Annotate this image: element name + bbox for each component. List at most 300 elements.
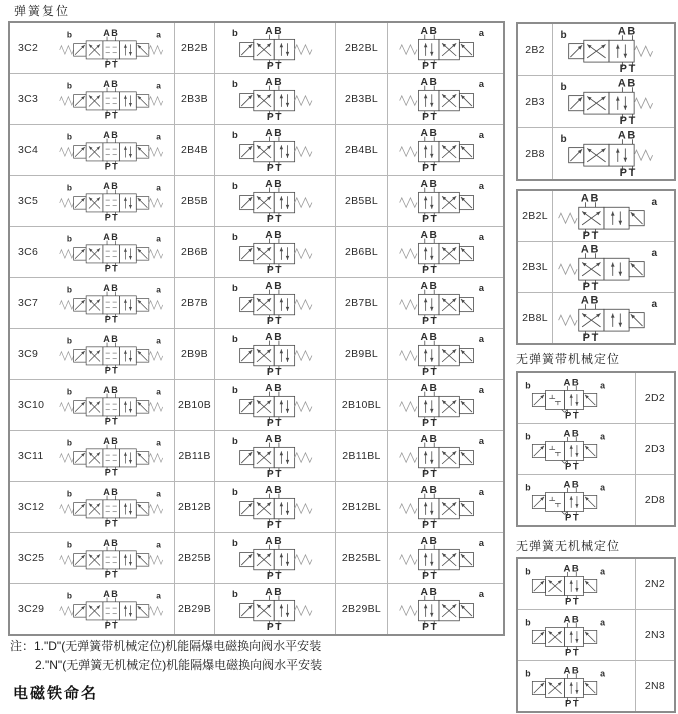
valve-symbol-2bbl (398, 179, 494, 223)
svg-text:AB: AB (420, 485, 438, 496)
valve-code-cell (635, 559, 674, 609)
svg-text:b: b (524, 565, 531, 576)
valve-code-cell (336, 23, 388, 73)
valve-symbol-2bl (556, 244, 672, 291)
svg-text:PT: PT (619, 115, 637, 125)
valve-code-cell (175, 584, 215, 634)
valve-code-cell (175, 125, 215, 175)
table-row (10, 329, 503, 380)
valve-code-cell (336, 227, 388, 277)
valve-code: 3C9 (18, 348, 39, 360)
svg-text:PT: PT (104, 568, 120, 578)
valve-code-cell (518, 76, 553, 127)
valve-cell-3c (10, 584, 175, 634)
svg-text:a: a (156, 334, 161, 345)
valve-symbol-2bl (556, 193, 672, 240)
valve-code: 2B3 (525, 95, 545, 108)
svg-text:AB: AB (420, 587, 438, 598)
solenoid-naming-heading: 电磁铁命名 (13, 685, 99, 702)
svg-text:AB: AB (617, 26, 637, 38)
svg-text:a: a (156, 28, 161, 39)
valve-symbol-cell (518, 661, 635, 711)
valve-symbol-cell (388, 431, 503, 481)
valve-symbol-cell (518, 610, 635, 660)
valve-symbol-2bbl (398, 434, 494, 478)
valve-symbol-2b (556, 26, 672, 73)
table-row (10, 278, 503, 329)
svg-text:b: b (232, 231, 238, 243)
svg-text:AB: AB (420, 536, 438, 547)
valve-code: 3C29 (18, 603, 45, 615)
svg-text:AB: AB (420, 230, 438, 241)
valve-symbol-3c (58, 131, 170, 170)
note-line-1: 注：1."D"(无弹簧带机械定位)机能隔爆电磁换向阀水平安装 (10, 639, 322, 653)
svg-text:AB: AB (617, 78, 637, 90)
valve-symbol-cell (388, 227, 503, 277)
svg-text:b: b (232, 588, 238, 600)
svg-text:AB: AB (103, 385, 120, 395)
valve-code-cell (635, 610, 674, 660)
svg-text:PT: PT (421, 469, 438, 478)
valve-symbol-2bb (227, 383, 323, 427)
valve-code: 2B8L (522, 312, 548, 324)
valve-symbol-cell (388, 584, 503, 634)
valve-code: 2B25BL (341, 552, 382, 564)
svg-text:a: a (599, 430, 605, 441)
svg-text:AB: AB (617, 130, 637, 142)
svg-text:AB: AB (103, 436, 120, 446)
valve-code: 2N3 (644, 629, 666, 641)
svg-text:AB: AB (420, 77, 438, 88)
svg-text:PT: PT (266, 163, 284, 172)
valve-symbol-cell (518, 424, 635, 474)
svg-text:PT: PT (564, 646, 580, 656)
svg-text:PT: PT (104, 313, 120, 323)
valve-code: 3C10 (18, 399, 45, 411)
svg-text:AB: AB (563, 377, 580, 388)
installation-notes (10, 637, 322, 675)
svg-text:AB: AB (563, 428, 580, 439)
table-row (518, 242, 674, 293)
svg-text:AB: AB (265, 281, 284, 292)
valve-symbol-cell (518, 475, 635, 525)
svg-text:b: b (66, 28, 72, 39)
svg-text:AB: AB (420, 179, 438, 190)
svg-text:a: a (156, 589, 161, 600)
valve-symbol-3c (58, 335, 170, 374)
svg-text:AB: AB (563, 563, 580, 574)
svg-text:b: b (66, 538, 72, 549)
valve-code: 2B3BL (344, 93, 379, 105)
valve-code-cell (175, 227, 215, 277)
svg-text:a: a (156, 79, 161, 90)
valve-symbol-3c (58, 284, 170, 323)
svg-text:AB: AB (265, 434, 284, 445)
svg-text:PT: PT (104, 517, 120, 527)
svg-text:AB: AB (420, 26, 438, 37)
valve-symbol-cell (215, 533, 336, 583)
svg-text:a: a (478, 231, 484, 243)
svg-text:PT: PT (421, 214, 438, 223)
valve-code: 2B7B (181, 297, 208, 309)
svg-text:AB: AB (103, 334, 120, 344)
valve-code-cell (518, 242, 553, 292)
svg-text:PT: PT (266, 265, 284, 274)
page-title: 弹簧复位 (14, 4, 71, 18)
svg-text:AB: AB (103, 232, 120, 242)
valve-code: 2B10B (177, 399, 212, 411)
svg-text:PT: PT (421, 622, 438, 631)
svg-text:b: b (524, 430, 531, 441)
svg-text:PT: PT (104, 109, 120, 119)
svg-text:PT: PT (104, 58, 120, 68)
valve-code-cell (336, 482, 388, 532)
valve-symbol-3c (58, 488, 170, 527)
svg-text:a: a (156, 181, 161, 192)
valve-cell-3c (10, 176, 175, 226)
valve-symbol-cell (215, 278, 336, 328)
valve-code-cell (175, 533, 215, 583)
svg-text:AB: AB (103, 28, 120, 38)
valve-symbol-2bb (227, 434, 323, 478)
svg-text:b: b (232, 486, 238, 498)
valve-symbol-2bbl (398, 230, 494, 274)
svg-text:AB: AB (103, 283, 120, 293)
valve-symbol-cell (553, 242, 674, 292)
valve-code: 2B11B (178, 450, 211, 462)
valve-symbol-2bb (227, 536, 323, 580)
svg-text:AB: AB (420, 332, 438, 343)
svg-text:PT: PT (421, 316, 438, 325)
valve-cell-3c (10, 23, 175, 73)
valve-code-cell (518, 191, 553, 241)
detent-section-title: 无弹簧带机械定位 (516, 352, 621, 366)
valve-code: 3C25 (18, 552, 45, 564)
valve-symbol-2d (521, 480, 633, 521)
svg-text:AB: AB (265, 77, 284, 88)
svg-text:a: a (478, 78, 484, 90)
svg-text:AB: AB (420, 128, 438, 139)
valve-symbol-2bb (227, 179, 323, 223)
valve-symbol-cell (215, 23, 336, 73)
svg-text:b: b (232, 78, 238, 90)
valve-symbol-3c (58, 590, 170, 629)
valve-code-cell (175, 482, 215, 532)
svg-text:a: a (650, 247, 657, 259)
svg-text:a: a (478, 27, 484, 39)
svg-text:AB: AB (103, 181, 120, 191)
table-row (10, 380, 503, 431)
valve-symbol-cell (215, 380, 336, 430)
valve-code-cell (175, 329, 215, 379)
valve-symbol-cell (388, 74, 503, 124)
valve-cell-3c (10, 533, 175, 583)
valve-code: 2B4B (181, 144, 208, 156)
valve-symbol-2bb (227, 26, 323, 70)
svg-text:a: a (156, 130, 161, 141)
svg-text:AB: AB (103, 130, 120, 140)
svg-text:PT: PT (266, 469, 284, 478)
svg-text:PT: PT (421, 61, 438, 70)
table-row (518, 424, 674, 475)
valve-symbol-2bb (227, 485, 323, 529)
svg-text:b: b (66, 79, 72, 90)
valve-symbol-2b (556, 130, 672, 177)
table-row (518, 559, 674, 610)
valve-symbol-cell (518, 559, 635, 609)
valve-code-cell (336, 584, 388, 634)
valve-symbol-2bl (556, 295, 672, 342)
table-row (518, 191, 674, 242)
svg-text:PT: PT (266, 622, 284, 631)
valve-symbol-2bb (227, 77, 323, 121)
valve-symbol-cell (553, 128, 674, 179)
svg-text:PT: PT (104, 415, 120, 425)
valve-symbol-cell (215, 125, 336, 175)
table-row (10, 125, 503, 176)
svg-text:a: a (599, 616, 605, 627)
svg-text:a: a (478, 588, 484, 600)
valve-code-cell (635, 373, 674, 423)
svg-text:PT: PT (582, 229, 600, 240)
valve-code: 2D3 (644, 443, 666, 455)
svg-text:a: a (156, 385, 161, 396)
svg-text:PT: PT (104, 619, 120, 629)
valve-code: 3C7 (18, 297, 39, 309)
svg-text:b: b (560, 81, 567, 93)
valve-symbol-2bbl (398, 536, 494, 580)
svg-text:b: b (66, 334, 72, 345)
valve-symbol-3c (58, 437, 170, 476)
svg-text:a: a (599, 379, 605, 390)
valve-code: 2D2 (644, 392, 666, 404)
svg-text:PT: PT (266, 520, 284, 529)
valve-cell-3c (10, 380, 175, 430)
valve-code: 2B5B (181, 195, 208, 207)
table-row (518, 128, 674, 179)
svg-text:AB: AB (265, 332, 284, 343)
valve-symbol-cell (215, 74, 336, 124)
svg-text:b: b (232, 435, 238, 447)
svg-text:AB: AB (420, 434, 438, 445)
valve-code: 2B8 (525, 147, 545, 160)
valve-code: 2D8 (644, 494, 666, 506)
valve-code-cell (518, 128, 553, 179)
valve-code: 3C5 (18, 195, 39, 207)
no-detent-valve-table (516, 557, 676, 713)
valve-code-cell (336, 278, 388, 328)
svg-text:a: a (156, 436, 161, 447)
valve-code-cell (175, 380, 215, 430)
svg-text:AB: AB (580, 243, 600, 255)
svg-text:AB: AB (265, 179, 284, 190)
svg-text:b: b (66, 130, 72, 141)
table-row (518, 661, 674, 711)
spring-return-valve-table (8, 21, 505, 636)
svg-text:a: a (478, 180, 484, 192)
valve-symbol-2n (521, 615, 633, 656)
valve-symbol-cell (518, 373, 635, 423)
svg-text:AB: AB (563, 665, 580, 676)
valve-code-cell (336, 74, 388, 124)
valve-code-cell (336, 533, 388, 583)
svg-text:PT: PT (619, 167, 637, 177)
no-detent-section-title: 无弹簧无机械定位 (516, 539, 621, 553)
valve-code: 2B3L (522, 261, 548, 273)
svg-text:AB: AB (563, 479, 580, 490)
valve-code-cell (175, 278, 215, 328)
valve-symbol-cell (388, 533, 503, 583)
svg-text:AB: AB (265, 230, 284, 241)
svg-text:a: a (156, 538, 161, 549)
valve-symbol-3c (58, 29, 170, 68)
valve-code: 3C2 (18, 42, 39, 54)
svg-text:AB: AB (563, 614, 580, 625)
svg-text:b: b (232, 537, 238, 549)
svg-text:b: b (560, 133, 567, 145)
svg-text:PT: PT (619, 63, 637, 73)
svg-text:PT: PT (564, 511, 580, 521)
svg-text:b: b (232, 180, 238, 192)
svg-text:PT: PT (104, 211, 120, 221)
valve-code: 2B6B (181, 246, 208, 258)
svg-text:a: a (478, 486, 484, 498)
valve-code-cell (518, 293, 553, 343)
svg-text:AB: AB (265, 536, 284, 547)
svg-text:PT: PT (104, 466, 120, 476)
valve-cell-3c (10, 74, 175, 124)
table-row (10, 23, 503, 74)
svg-text:PT: PT (564, 697, 580, 707)
valve-code: 2B9B (181, 348, 208, 360)
valve-code: 2B7BL (344, 297, 379, 309)
svg-text:PT: PT (421, 418, 438, 427)
valve-code-cell (336, 431, 388, 481)
valve-symbol-cell (388, 23, 503, 73)
table-row (10, 74, 503, 125)
valve-symbol-cell (388, 329, 503, 379)
valve-symbol-cell (215, 329, 336, 379)
valve-code: 2B2 (525, 43, 545, 56)
valve-symbol-3c (58, 80, 170, 119)
svg-text:PT: PT (421, 367, 438, 376)
svg-text:AB: AB (103, 589, 120, 599)
valve-symbol-2bb (227, 332, 323, 376)
spring-offset-valve-table (516, 22, 676, 181)
valve-symbol-3c (58, 386, 170, 425)
valve-symbol-cell (215, 584, 336, 634)
valve-symbol-3c (58, 539, 170, 578)
valve-symbol-cell (553, 293, 674, 343)
svg-text:b: b (66, 436, 72, 447)
svg-text:PT: PT (104, 364, 120, 374)
table-row (518, 610, 674, 661)
valve-cell-3c (10, 227, 175, 277)
svg-text:AB: AB (265, 26, 284, 37)
svg-text:b: b (66, 232, 72, 243)
valve-symbol-2bbl (398, 332, 494, 376)
svg-text:AB: AB (580, 192, 600, 204)
valve-symbol-2n (521, 564, 633, 605)
svg-text:b: b (232, 282, 238, 294)
valve-code: 2B25B (177, 552, 212, 564)
valve-cell-3c (10, 329, 175, 379)
svg-text:AB: AB (265, 587, 284, 598)
valve-symbol-2bb (227, 281, 323, 325)
svg-text:a: a (156, 487, 161, 498)
svg-text:a: a (156, 283, 161, 294)
svg-text:AB: AB (103, 538, 120, 548)
svg-text:PT: PT (564, 409, 580, 419)
valve-code-cell (175, 23, 215, 73)
valve-code: 2B9BL (344, 348, 379, 360)
valve-code-cell (175, 431, 215, 481)
valve-cell-3c (10, 125, 175, 175)
svg-text:AB: AB (103, 79, 120, 89)
svg-text:b: b (66, 589, 72, 600)
svg-text:b: b (232, 129, 238, 141)
svg-text:b: b (232, 384, 238, 396)
svg-text:AB: AB (420, 281, 438, 292)
valve-symbol-cell (215, 431, 336, 481)
valve-cell-3c (10, 431, 175, 481)
valve-symbol-2bbl (398, 26, 494, 70)
svg-text:b: b (560, 29, 567, 41)
svg-text:b: b (232, 27, 238, 39)
valve-code-cell (336, 380, 388, 430)
valve-code: 2B2BL (344, 42, 379, 54)
svg-text:b: b (524, 379, 531, 390)
valve-code-cell (518, 24, 553, 75)
valve-symbol-3c (58, 182, 170, 221)
svg-text:PT: PT (582, 331, 600, 342)
valve-code: 2B29B (177, 603, 212, 615)
svg-text:AB: AB (580, 294, 600, 306)
svg-text:a: a (478, 537, 484, 549)
table-row (10, 431, 503, 482)
valve-code-cell (635, 475, 674, 525)
table-row (518, 24, 674, 76)
valve-code: 2B11BL (342, 450, 381, 462)
svg-text:a: a (599, 565, 605, 576)
valve-code-cell (175, 176, 215, 226)
svg-text:PT: PT (266, 112, 284, 121)
svg-text:PT: PT (421, 520, 438, 529)
valve-symbol-2b (556, 78, 672, 125)
valve-symbol-2bbl (398, 128, 494, 172)
valve-symbol-2bbl (398, 485, 494, 529)
valve-symbol-cell (388, 380, 503, 430)
valve-code: 2B10BL (341, 399, 382, 411)
valve-symbol-2bbl (398, 77, 494, 121)
svg-text:b: b (232, 333, 238, 345)
table-row (10, 533, 503, 584)
svg-text:a: a (650, 196, 657, 208)
table-row (10, 176, 503, 227)
valve-symbol-2bb (227, 230, 323, 274)
svg-text:PT: PT (266, 367, 284, 376)
valve-code-cell (336, 329, 388, 379)
svg-text:AB: AB (420, 383, 438, 394)
valve-code: 2N2 (644, 578, 666, 590)
table-row (518, 293, 674, 343)
svg-text:a: a (156, 232, 161, 243)
valve-symbol-2bb (227, 587, 323, 631)
valve-symbol-2bbl (398, 281, 494, 325)
svg-text:a: a (478, 384, 484, 396)
svg-text:b: b (66, 181, 72, 192)
svg-text:b: b (524, 667, 531, 678)
